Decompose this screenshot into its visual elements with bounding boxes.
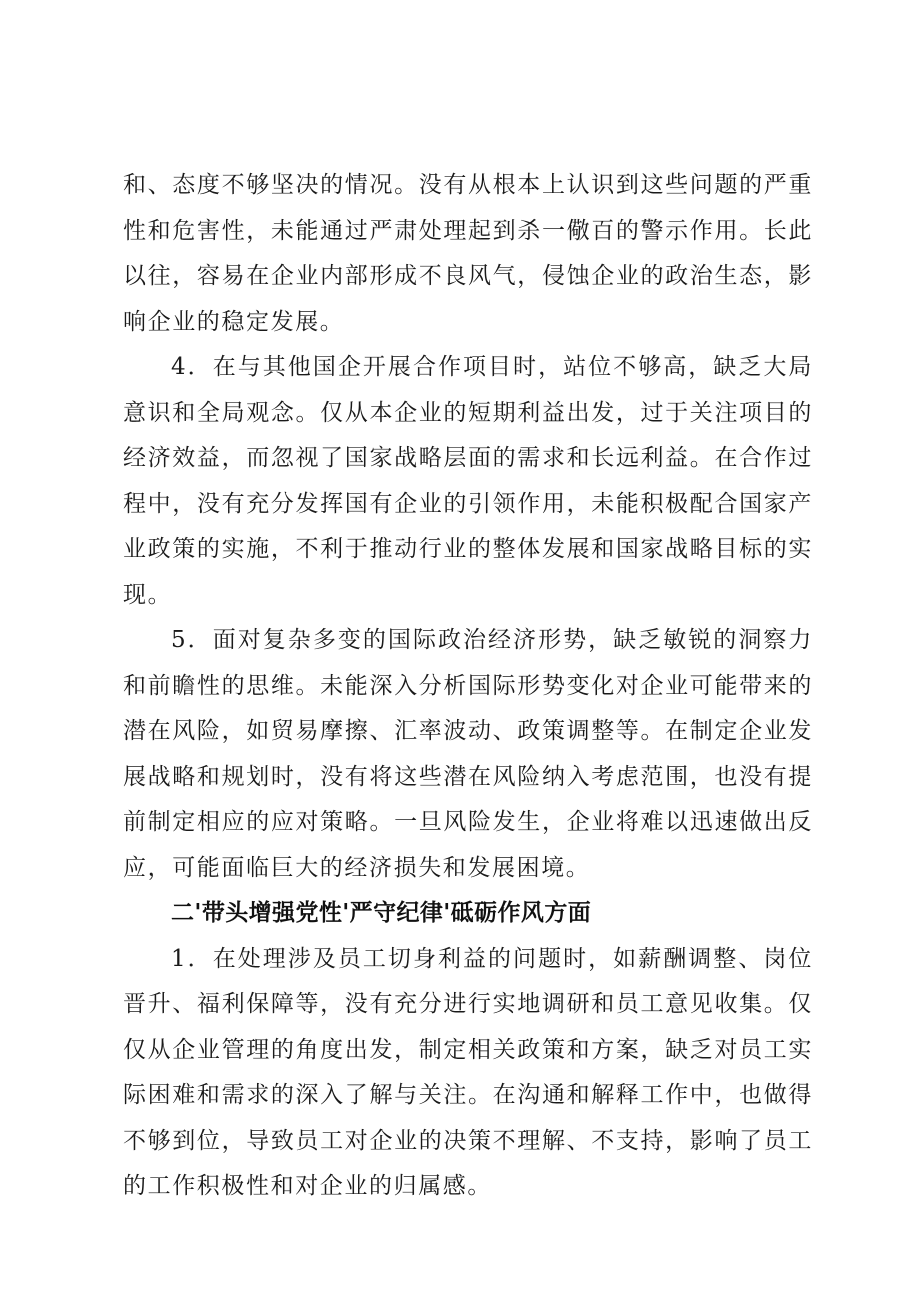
document-body xyxy=(123,163,813,1210)
section-heading: 二'带头增强党性'严守纪律'砥砺作风方面 xyxy=(171,900,592,926)
paragraph-item-5: 5．面对复杂多变的国际政治经济形势，缺乏敏锐的洞察力和前瞻性的思维。未能深入分析国际形势变化对企业可能带来的潜在风险，如贸易摩擦、汇率波动、政策调整等。在制定企业发展战略和规划时，没有将这些潜在风险纳入考虑范围，也没有提前制定相应的应对策略。一旦风险发生，企业将难以迅速做出反应，可能面临巨大的经济损失和发展困境。 xyxy=(123,627,813,881)
paragraph-continued: 和、态度不够坚决的情况。没有从根本上认识到这些问题的严重性和危害性，未能通过严肃处理起到杀一儆百的警示作用。长此以往，容易在企业内部形成不良风气，侵蚀企业的政治生态，影响企业的稳定发展。 xyxy=(123,172,813,335)
paragraph-section2-item-1: 1．在处理涉及员工切身利益的问题时，如薪酬调整、岗位晋升、福利保障等，没有充分进行实地调研和员工意见收集。仅仅从企业管理的角度出发，制定相关政策和方案，缺乏对员工实际困难和需求的深入了解与关注。在沟通和解释工作中，也做得不够到位，导致员工对企业的决策不理解、不支持，影响了员工的工作积极性和对企业的归属感。 xyxy=(123,945,813,1199)
paragraph-item-4: 4．在与其他国企开展合作项目时，站位不够高，缺乏大局意识和全局观念。仅从本企业的短期利益出发，过于关注项目的经济效益，而忽视了国家战略层面的需求和长远利益。在合作过程中，没有充分发挥国有企业的引领作用，未能积极配合国家产业政策的实施，不利于推动行业的整体发展和国家战略目标的实现。 xyxy=(123,354,813,608)
